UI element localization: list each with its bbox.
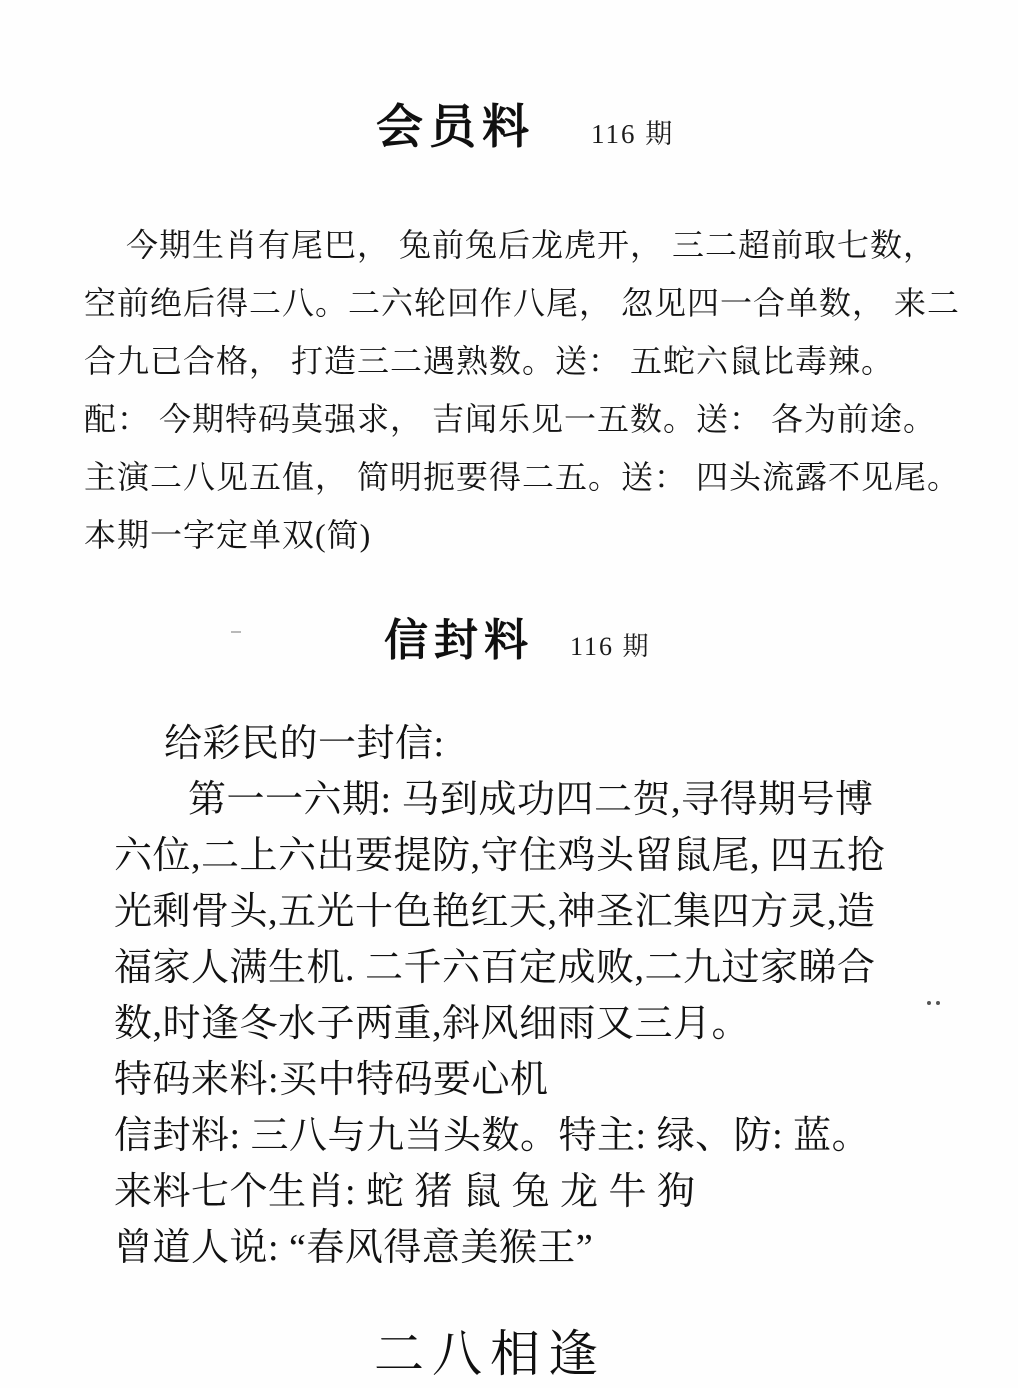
tip-line-zodiacs: 来料七个生肖: 蛇 猪 鼠 兔 龙 牛 狗: [114, 1171, 696, 1213]
member-line: 配： 今期特码莫强求， 吉闻乐见一五数。送： 各为前途。: [84, 401, 937, 437]
letter-line: 第一一六期: 马到成功四二贺,寻得期号博: [188, 779, 874, 821]
envelope-section-issue-number: 116 期: [570, 632, 651, 661]
tip-line-special-code: 特码来料:买中特码要心机: [114, 1059, 549, 1101]
tip-line-quote: 曾道人说: “春风得意美猴王”: [114, 1227, 594, 1269]
letter-heading: 给彩民的一封信:: [164, 723, 445, 765]
member-line: 本期一字定单双(简): [84, 517, 372, 553]
member-line: 主演二八见五值， 简明扼要得二五。送： 四头流露不见尾。: [84, 459, 961, 495]
footer-title: 二八相逢: [374, 1326, 606, 1382]
scan-artifact-dots: [927, 1001, 931, 1005]
envelope-section-title: 信封料: [384, 616, 534, 665]
letter-line: 六位,二上六出要提防,守住鸡头留鼠尾, 四五抢: [114, 835, 886, 877]
member-line: 今期生肖有尾巴， 兔前兔后龙虎开， 三二超前取七数，: [126, 227, 937, 263]
letter-line: 光剩骨头,五光十色艳红天,神圣汇集四方灵,造: [114, 891, 876, 933]
member-section-header: [376, 90, 674, 157]
letter-line: 福家人满生机. 二千六百定成败,二九过家睇合: [114, 947, 876, 989]
member-line: 空前绝后得二八。二六轮回作八尾， 忽见四一合单数， 来二: [84, 285, 961, 321]
tip-line-envelope: 信封料: 三八与九当头数。特主: 绿、防: 蓝。: [114, 1115, 871, 1157]
member-line: 合九已合格， 打造三二遇熟数。送： 五蛇六鼠比毒辣。: [84, 343, 895, 379]
member-section-body: [84, 216, 974, 564]
envelope-letter-body: [114, 716, 980, 1276]
member-section-issue-number: 116 期: [591, 119, 675, 149]
member-section-title: 会员料: [376, 102, 535, 154]
scan-artifact-dash: [231, 631, 241, 633]
letter-line: 数,时逢冬水子两重,斜风细雨又三月。: [114, 1003, 751, 1045]
envelope-section-header: [384, 604, 651, 668]
